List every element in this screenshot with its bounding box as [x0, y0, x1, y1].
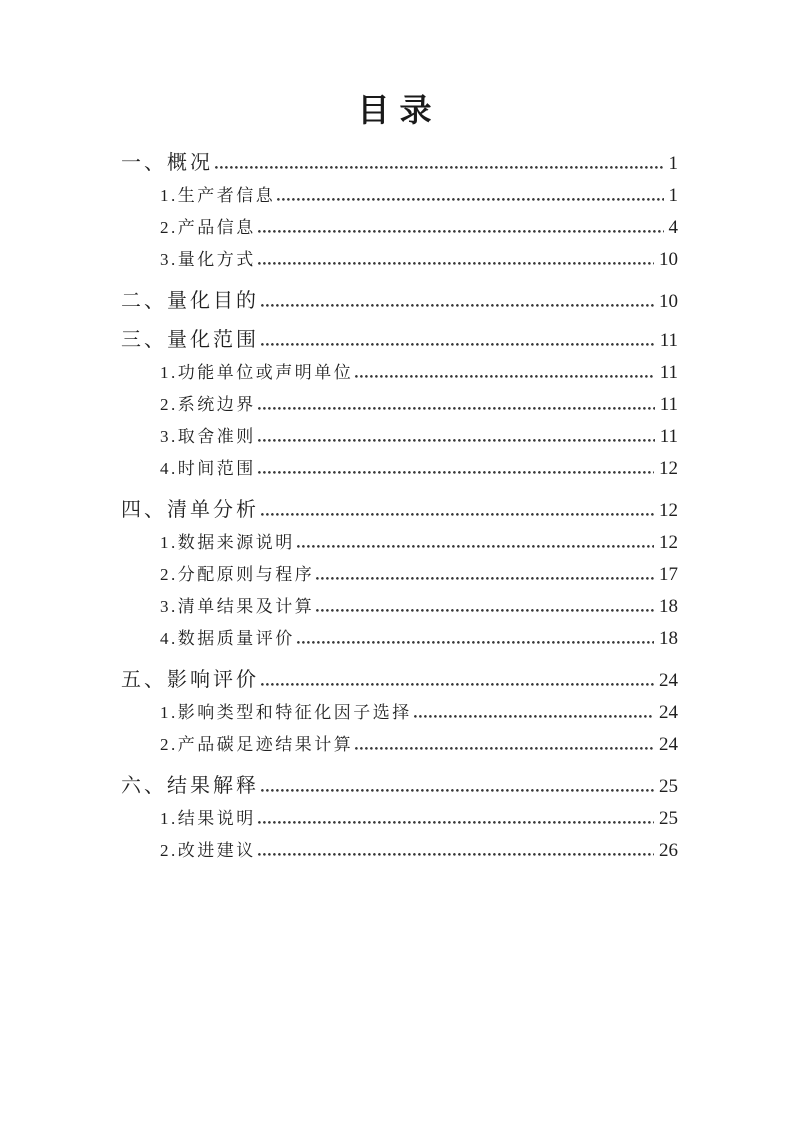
toc-entry-label: 2.系统边界 [160, 395, 256, 414]
toc-entry-page-number: 25 [659, 808, 678, 829]
toc-entry-label: 三、量化范围 [121, 329, 259, 351]
toc-entry-label: 一、概况 [121, 152, 213, 174]
toc-entry[interactable] [121, 181, 678, 213]
dot-leader [215, 166, 664, 169]
dot-leader [414, 715, 654, 718]
dot-leader [258, 230, 664, 233]
table-of-contents [121, 146, 678, 868]
toc-entry-page-number: 24 [659, 670, 678, 691]
toc-entry-page-number: 10 [659, 291, 678, 312]
dot-leader [297, 641, 654, 644]
toc-entry-label: 1.数据来源说明 [160, 533, 295, 552]
toc-entry-page-number: 12 [659, 532, 678, 553]
toc-entry-label: 3.量化方式 [160, 250, 256, 269]
toc-entry-label: 3.清单结果及计算 [160, 597, 315, 616]
dot-leader [261, 513, 654, 516]
toc-entry[interactable] [121, 730, 678, 762]
toc-entry[interactable] [121, 454, 678, 486]
toc-entry-page-number: 26 [659, 840, 678, 861]
toc-entry[interactable] [121, 390, 678, 422]
dot-leader [316, 577, 654, 580]
page-title: 目录 [357, 92, 442, 128]
toc-entry[interactable] [121, 592, 678, 624]
toc-entry-label: 1.生产者信息 [160, 186, 276, 205]
toc-entry-page-number: 11 [659, 362, 678, 383]
dot-leader [261, 304, 654, 307]
toc-entry[interactable] [121, 422, 678, 454]
dot-leader [258, 262, 654, 265]
toc-entry-label: 4.数据质量评价 [160, 629, 295, 648]
toc-entry[interactable] [121, 284, 678, 316]
toc-entry-label: 2.分配原则与程序 [160, 565, 315, 584]
toc-entry-page-number: 18 [659, 596, 678, 617]
toc-entry-page-number: 12 [659, 500, 678, 521]
dot-leader [258, 821, 654, 824]
toc-entry-page-number: 10 [659, 249, 678, 270]
toc-entry-label: 4.时间范围 [160, 459, 256, 478]
toc-entry-page-number: 17 [659, 564, 678, 585]
dot-leader [261, 343, 655, 346]
toc-entry-page-number: 24 [659, 734, 678, 755]
toc-entry-page-number: 4 [668, 217, 678, 238]
dot-leader [258, 407, 655, 410]
toc-entry-label: 五、影响评价 [121, 669, 259, 691]
toc-entry[interactable] [121, 663, 678, 695]
toc-entry-label: 1.功能单位或声明单位 [160, 363, 354, 382]
toc-entry-label: 2.产品碳足迹结果计算 [160, 735, 354, 754]
dot-leader [355, 747, 654, 750]
toc-entry[interactable] [121, 528, 678, 560]
toc-entry-label: 2.产品信息 [160, 218, 256, 237]
toc-entry-page-number: 1 [668, 185, 678, 206]
toc-entry[interactable] [121, 804, 678, 836]
toc-entry-page-number: 18 [659, 628, 678, 649]
dot-leader [355, 375, 654, 378]
toc-entry[interactable] [121, 698, 678, 730]
dot-leader [258, 853, 654, 856]
dot-leader [261, 683, 654, 686]
toc-entry[interactable] [121, 213, 678, 245]
toc-entry[interactable] [121, 323, 678, 355]
dot-leader [316, 609, 654, 612]
dot-leader [277, 198, 663, 201]
toc-entry[interactable] [121, 624, 678, 656]
dot-leader [258, 439, 655, 442]
toc-entry-label: 1.结果说明 [160, 809, 256, 828]
toc-entry-page-number: 24 [659, 702, 678, 723]
toc-entry[interactable] [121, 560, 678, 592]
toc-entry-page-number: 25 [659, 776, 678, 797]
dot-leader [261, 789, 654, 792]
toc-entry-page-number: 11 [659, 394, 678, 415]
toc-entry-label: 2.改进建议 [160, 841, 256, 860]
toc-entry-page-number: 11 [659, 426, 678, 447]
toc-entry[interactable] [121, 493, 678, 525]
toc-entry-label: 3.取舍准则 [160, 427, 256, 446]
dot-leader [258, 471, 654, 474]
toc-entry-page-number: 12 [659, 458, 678, 479]
dot-leader [297, 545, 654, 548]
toc-entry-label: 六、结果解释 [121, 775, 259, 797]
toc-entry-page-number: 1 [668, 153, 678, 174]
toc-entry-label: 二、量化目的 [121, 290, 259, 312]
toc-entry[interactable] [121, 836, 678, 868]
toc-entry-page-number: 11 [659, 330, 678, 351]
toc-entry[interactable] [121, 245, 678, 277]
toc-entry-label: 1.影响类型和特征化因子选择 [160, 703, 412, 722]
toc-entry-label: 四、清单分析 [121, 499, 259, 521]
toc-entry[interactable] [121, 146, 678, 178]
toc-entry[interactable] [121, 769, 678, 801]
toc-entry[interactable] [121, 358, 678, 390]
